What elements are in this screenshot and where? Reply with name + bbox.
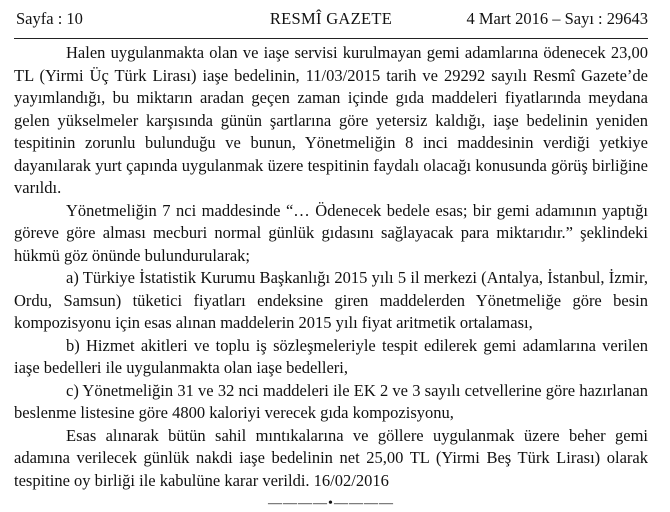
paragraph-decision: Esas alınarak bütün sahil mıntıkalarına ve göllere uygulanmak üzere beher gemi adamına verilecek günlük nakdi iaşe bedelinin net 25,00 TL (Yirmi Beş Türk Lirası) olarak tespitine oy birliği ile kabulüne karar verildi. 16/02/2016 (14, 425, 648, 490)
paragraph-regulation: Yönetmeliğin 7 nci maddesinde “… Ödenecek bedele esas; bir gemi adamının yaptığı göreve göre alması mecburi normal günlük gıdasını sağlayacak para miktarıdır.” şeklindeki hükmü göz önünde bulundurularak; (14, 200, 648, 265)
page-number: Sayfa : 10 (16, 9, 83, 28)
paragraph-item-c: c) Yönetmeliğin 31 ve 32 nci maddeleri ile EK 2 ve 3 sayılı cetvellerine göre hazırlanan beslenme listesine göre 4800 kaloriyi verecek gıda kompozisyonu, (14, 380, 648, 422)
paragraph-intro: Halen uygulanmakta olan ve iaşe servisi kurulmayan gemi adamlarına ödenecek 23,00 TL (Yirmi Üç Türk Lirası) iaşe bedelinin, 11/03/2015 tarih ve 29292 sayılı Resmî Gazete’de yayımlandığı, bu miktarın aradan geçen zaman içinde gıda maddeleri fiyatlarında meydana gelen yükselmeler karşısında günün şartlarına göre yetersiz kaldığı, iaşe bedelinin yeniden tespitinin zorunlu bulunduğu ve bunun, Yönetmeliğin 8 inci maddesinin verdiği yetkiye dayanılarak yurt çapında uygulanmak üzere tespitinin faydalı olacağı konusunda görüş birliğine varıldı. (14, 43, 648, 197)
issue-date: 4 Mart 2016 – Sayı : 29643 (466, 9, 648, 28)
paragraph-item-b: b) Hizmet akitleri ve toplu iş sözleşmeleriyle tespit edilerek gemi adamlarına verilen iaşe bedelleri ile uygulanmakta olan iaşe bedelleri, (14, 335, 648, 377)
decision-text (14, 42, 648, 492)
gazette-title: RESMÎ GAZETE (269, 9, 393, 28)
page-header (14, 0, 648, 39)
section-separator: ————•———— (268, 496, 394, 511)
paragraph-item-a: a) Türkiye İstatistik Kurumu Başkanlığı 2015 yılı 5 il merkezi (Antalya, İstanbul, İzmir, Ordu, Samsun) tüketici fiyatları endeksine giren maddelerden Yönetmeliğe göre besin kompozisyonu için esas alınan maddelerin 2015 yılı fiyat aritmetik ortalaması, (14, 268, 648, 332)
